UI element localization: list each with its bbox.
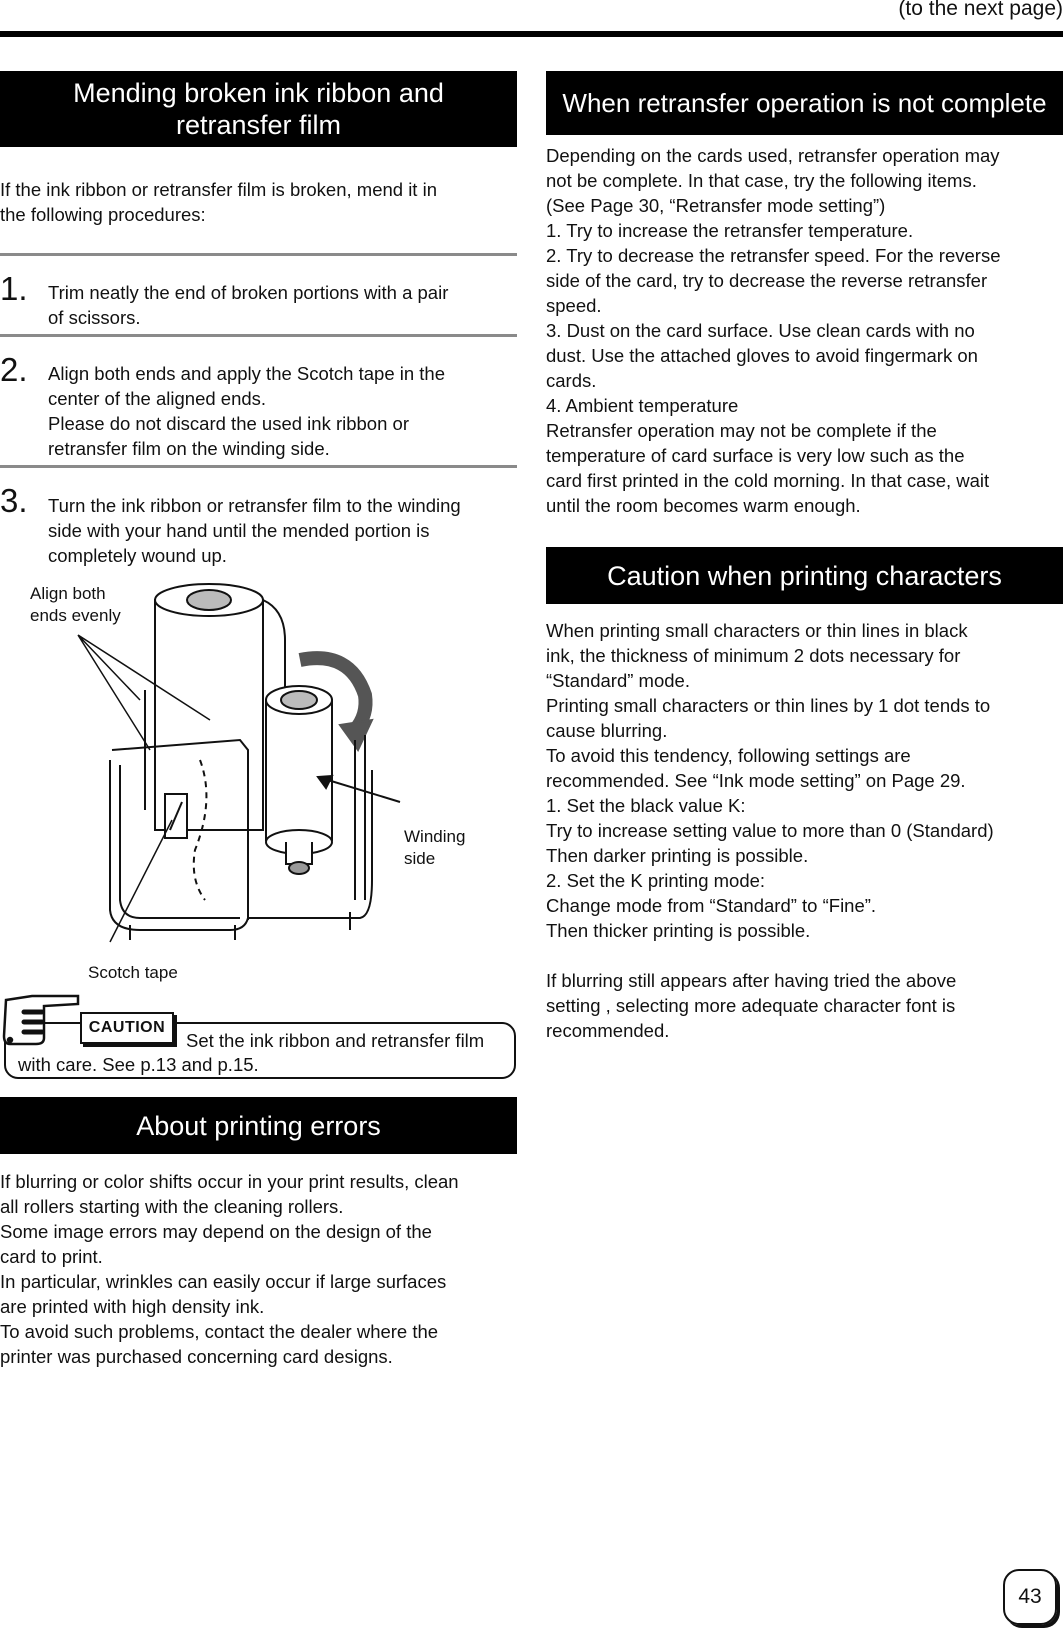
figure-label-line: side bbox=[404, 849, 436, 868]
retransfer-line: 4. Ambient temperature bbox=[546, 395, 739, 416]
characters-section-title: Caution when printing characters bbox=[546, 547, 1063, 604]
right-roll bbox=[266, 700, 332, 840]
retransfer-line: temperature of card surface is very low such as the bbox=[546, 445, 965, 466]
divider bbox=[0, 253, 517, 256]
figure-label-line: Winding bbox=[404, 827, 466, 846]
step-line: Please do not discard the used ink ribbon or bbox=[48, 413, 409, 434]
caution-line-2: with care. See p.13 and p.15. bbox=[18, 1054, 259, 1075]
next-page-note: (to the next page) bbox=[898, 0, 1063, 20]
retransfer-line: 1. Try to increase the retransfer temperature. bbox=[546, 220, 914, 241]
characters-line: 2. Set the K printing mode: bbox=[546, 870, 766, 891]
characters-line: 1. Set the black value K: bbox=[546, 795, 746, 816]
retransfer-line: Depending on the cards used, retransfer operation may bbox=[546, 145, 1000, 166]
divider bbox=[0, 334, 517, 337]
characters-line: setting , selecting more adequate character font is bbox=[546, 995, 956, 1016]
caution-line-1: Set the ink ribbon and retransfer film bbox=[186, 1030, 485, 1051]
errors-line: In particular, wrinkles can easily occur if large surfaces bbox=[0, 1271, 447, 1292]
characters-line: recommended. bbox=[546, 1020, 670, 1041]
retransfer-section-title: When retransfer operation is not complete bbox=[546, 71, 1063, 135]
figure-label-line: Align both bbox=[30, 584, 106, 603]
errors-section-title: About printing errors bbox=[0, 1097, 517, 1154]
characters-line: If blurring still appears after having tried the above bbox=[546, 970, 957, 991]
errors-line: are printed with high density ink. bbox=[0, 1296, 265, 1317]
retransfer-line: (See Page 30, “Retransfer mode setting”) bbox=[546, 195, 886, 216]
errors-line: To avoid such problems, contact the dealer where the bbox=[0, 1321, 439, 1342]
characters-line bbox=[546, 943, 1063, 968]
characters-line: To avoid this tendency, following settings are bbox=[546, 745, 911, 766]
left-roll-core bbox=[187, 590, 231, 610]
step-2-text bbox=[48, 361, 518, 461]
retransfer-line: not be complete. In that case, try the following items. bbox=[546, 170, 977, 191]
characters-line: When printing small characters or thin lines in black bbox=[546, 620, 968, 641]
step-line: Trim neatly the end of broken portions with a pair bbox=[48, 282, 449, 303]
retransfer-line: dust. Use the attached gloves to avoid fingermark on bbox=[546, 345, 978, 366]
figure-label-line: ends evenly bbox=[30, 606, 121, 625]
characters-line: Change mode from “Standard” to “Fine”. bbox=[546, 895, 877, 916]
retransfer-line: side of the card, try to decrease the reverse retransfer bbox=[546, 270, 988, 291]
page-number: 43 bbox=[1003, 1569, 1057, 1625]
characters-line: recommended. See “Ink mode setting” on Page 29. bbox=[546, 770, 966, 791]
step-line: retransfer film on the winding side. bbox=[48, 438, 330, 459]
retransfer-line: cards. bbox=[546, 370, 597, 391]
retransfer-line: Retransfer operation may not be complete if the bbox=[546, 420, 937, 441]
right-roll-core bbox=[281, 691, 317, 709]
retransfer-line: speed. bbox=[546, 295, 602, 316]
step-line: Turn the ink ribbon or retransfer film to the winding bbox=[48, 495, 461, 516]
errors-line: Some image errors may depend on the design of the bbox=[0, 1221, 432, 1242]
mending-title-line-2: retransfer film bbox=[175, 110, 342, 140]
step-line: completely wound up. bbox=[48, 545, 227, 566]
retransfer-line: 2. Try to decrease the retransfer speed. For the reverse bbox=[546, 245, 1001, 266]
retransfer-line: card first printed in the cold morning. In that case, wait bbox=[546, 470, 990, 491]
step-1-text bbox=[48, 280, 518, 330]
mending-section-title bbox=[0, 71, 517, 147]
characters-line: Then thicker printing is possible. bbox=[546, 920, 811, 941]
errors-line: If blurring or color shifts occur in your print results, clean bbox=[0, 1171, 459, 1192]
step-number: 3. bbox=[0, 482, 28, 519]
characters-line: Then darker printing is possible. bbox=[546, 845, 809, 866]
step-line: side with your hand until the mended portion is bbox=[48, 520, 430, 541]
mending-intro bbox=[0, 177, 517, 227]
step-line: Align both ends and apply the Scotch tape in the bbox=[48, 363, 446, 384]
characters-line: “Standard” mode. bbox=[546, 670, 690, 691]
mending-intro-line: If the ink ribbon or retransfer film is broken, mend it in bbox=[0, 179, 437, 200]
characters-line: ink, the thickness of minimum 2 dots necessary for bbox=[546, 645, 961, 666]
ribbon-cassette-illustration bbox=[0, 580, 517, 960]
figure-label-tape: Scotch tape bbox=[88, 963, 178, 982]
errors-line: all rollers starting with the cleaning rollers. bbox=[0, 1196, 344, 1217]
characters-line: Try to increase setting value to more than 0 (Standard) bbox=[546, 820, 994, 841]
step-line: of scissors. bbox=[48, 307, 141, 328]
divider bbox=[0, 465, 517, 468]
errors-body bbox=[0, 1169, 520, 1369]
step-3-text bbox=[48, 493, 523, 568]
characters-line: Printing small characters or thin lines by 1 dot tends to bbox=[546, 695, 991, 716]
mending-intro-line: the following procedures: bbox=[0, 204, 206, 225]
pointing-hand-icon bbox=[2, 990, 82, 1046]
characters-line: cause blurring. bbox=[546, 720, 668, 741]
errors-line: printer was purchased concerning card designs. bbox=[0, 1346, 393, 1367]
mending-title-line-1: Mending broken ink ribbon and bbox=[73, 78, 444, 108]
top-rule bbox=[0, 31, 1063, 37]
retransfer-line: 3. Dust on the card surface. Use clean cards with no bbox=[546, 320, 975, 341]
retransfer-line: until the room becomes warm enough. bbox=[546, 495, 861, 516]
errors-line: card to print. bbox=[0, 1246, 103, 1267]
characters-body bbox=[546, 618, 1063, 1043]
tray-feet bbox=[130, 912, 350, 940]
step-line: center of the aligned ends. bbox=[48, 388, 267, 409]
step-number: 1. bbox=[0, 270, 28, 307]
step-number: 2. bbox=[0, 351, 28, 388]
caution-badge: CAUTION bbox=[80, 1012, 174, 1044]
retransfer-body bbox=[546, 143, 1063, 518]
